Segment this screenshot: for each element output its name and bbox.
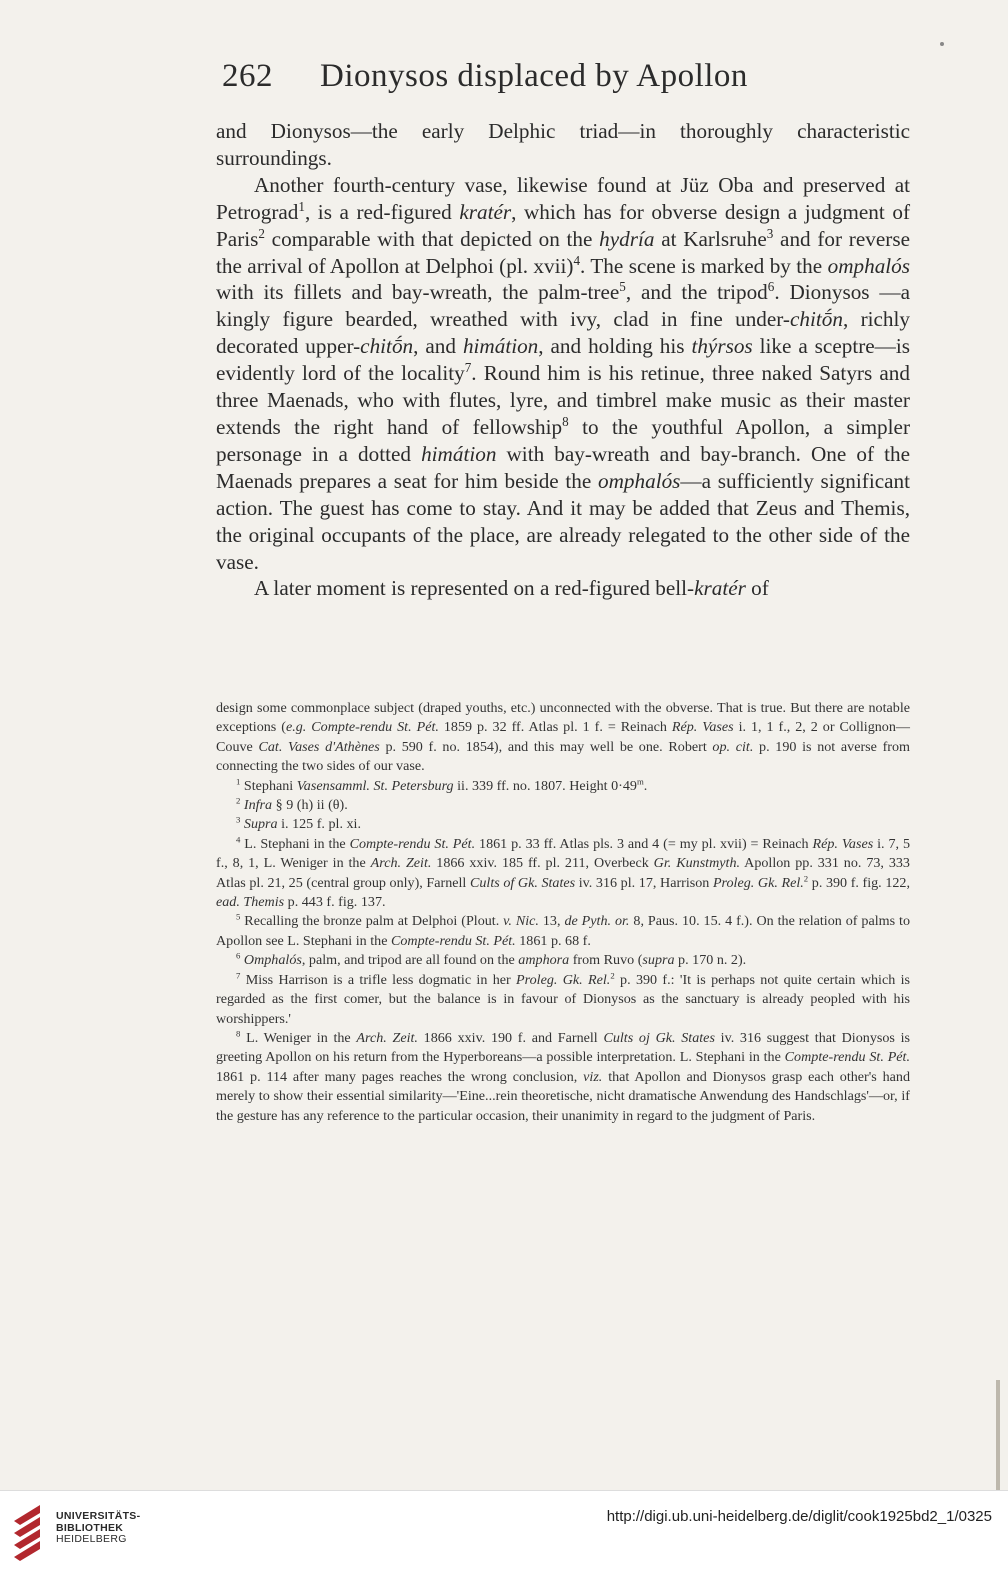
text-run: supra [642,952,675,969]
text-run: op. cit. [712,738,754,755]
text-run: , richly decorated upper- [216,307,911,359]
text-run: Miss Harrison is a trifle less dogmatic in her [240,971,517,988]
text-run: p. 170 n. 2). [674,952,747,969]
text-run: of [745,576,769,601]
text-run: chitṓn [789,307,843,332]
footnote [216,951,910,970]
footnotes [216,699,910,1126]
text-run: e.g. [285,719,307,736]
text-run: Stephani [240,777,297,794]
text-run: —a sufficiently significant action. The guest has come to stay. And it may be added that Zeus and Themis, the original occupants of the place, are already relegated to the other side of the vase. [216,468,910,574]
text-run: L. Weniger in the [240,1029,357,1046]
text-run: p. 190 is not averse from connecting the two sides of our vase. [216,738,910,775]
text-run: with its fillets and bay-wreath, the palm-tree [216,280,620,305]
footnote [216,835,910,913]
footnote [216,796,910,815]
text-run: 5 [236,911,241,922]
text-run: . [643,777,648,794]
text-run: Recalling the bronze palm at Delphoi (Plout. [240,913,504,930]
text-run: 6 [236,950,241,961]
body-text [216,118,910,602]
text-run: thýrsos [691,334,753,359]
text-run: Cults oj Gk. States [603,1029,715,1046]
text-run: 2 [258,225,265,241]
footnote [216,912,910,951]
text-run: 1861 p. 33 ff. Atlas pls. 3 and 4 (= my pl. xvii) = Reinach [475,835,813,852]
text-run: Gr. Kunstmyth. [653,855,741,872]
text-run: 8, Paus. 10. 15. 4 f.). On the relation of palms to Apollon see L. Stephani in the [216,913,910,949]
text-run: A later moment is represented on a red-figured bell- [254,576,695,601]
text-run: v. Nic. [503,913,539,930]
text-run: Vasensamml. St. Petersburg [296,777,454,794]
text-run: Compte-rendu St. Pét. [784,1049,910,1066]
text-run: 6 [767,279,775,295]
text-run: Compte-rendu St. Pét. [349,835,476,852]
scan-speck [940,42,944,46]
text-run: , and holding his [538,334,692,359]
source-url[interactable]: http://digi.ub.uni-heidelberg.de/diglit/cook1925bd2_1/0325 [606,1508,992,1525]
text-run: comparable with that depicted on the [264,226,600,251]
page-header [222,58,822,106]
text-run: from Ruvo ( [569,952,643,969]
text-run: Apollon pp. 331 no. 73, 333 Atlas pl. 21, 25 (central group only), Farnell [216,855,910,891]
text-run: . Round him is his retinue, three naked Satyrs and three Maenads, who with flutes, lyre, and timbrel make music as their master extends the right hand of fellowship [216,361,910,439]
text-run: Arch. Zeit. [356,1029,418,1046]
text-run: 1 [236,775,241,786]
text-run: hydría [599,226,655,251]
text-run: with bay-wreath and bay-branch. One of the Maenads prepares a seat for him beside the [216,441,910,493]
text-run: himátion [421,441,497,466]
text-run: Rép. Vases [812,835,874,852]
text-run: Cults of Gk. States [469,874,576,891]
text-run: p. 590 f. no. 1854), and this may well be one. Robert [379,738,713,755]
text-run: to the youthful Apollon, a simpler personage in a dotted [216,414,910,466]
text-run: like a sceptre—is evidently lord of the locality [216,334,910,386]
text-run: 4 [236,834,241,845]
text-run: i. 125 f. pl. xi. [277,816,361,833]
text-run: 2 [803,872,809,883]
text-run: 7 [464,360,472,376]
footnote-continuation [216,699,910,777]
paragraph [216,172,910,576]
text-run: m [636,775,644,786]
text-run: omphalós [827,253,911,278]
text-run: , and the tripod [625,280,768,305]
text-run: that Apollon and Dionysos grasp each other's hand merely to show their essential similarity—'Eine...rein theoretische, nicht dramatische Anwendung des Handschlags'—or, if the gesture has any reference to the particular occasion, their unanimity in regard to the judgment of Paris. [216,1068,911,1124]
text-run: design some commonplace subject (draped youths, etc.) unconnected with the obverse. That is true. But there are notable exceptions ( [216,700,910,736]
text-run: Supra [243,816,278,833]
library-logo-icon[interactable] [10,1503,48,1561]
paragraph [216,575,910,602]
text-run: Compte-rendu St. Pét. [390,932,516,949]
text-run: Compte-rendu St. Pét. [311,719,439,736]
text-run: p. 390 f. fig. 122, [808,874,910,891]
text-run: 3 [766,225,774,241]
footnote [216,815,910,834]
text-run: and for reverse the arrival of Apollon at Delphoi (pl. xvii) [216,226,910,278]
text-run: kratér [694,576,746,601]
text-run: 1859 p. 32 ff. Atlas pl. 1 f. = Reinach [438,719,672,736]
text-run: ead. Themis [216,894,285,911]
text-run: , which has for obverse design a judgment of Paris [216,199,910,251]
text-run: 1 [298,198,305,214]
page-edge [996,1380,1000,1490]
paragraph [216,118,910,172]
text-run: , palm, and tripod are all found on the [301,952,519,969]
text-run: 2 [610,970,615,980]
text-run: . Dionysos —a kingly figure bearded, wreathed with ivy, clad in fine under- [216,280,910,332]
text-run: Arch. Zeit. [370,855,432,872]
text-run: Proleg. Gk. Rel. [516,971,611,988]
text-run: Omphalós [243,952,302,969]
text-run: i. 1, 1 f., 2, 2 or Collignon—Couve [216,719,910,755]
text-run: kratér [459,199,512,224]
page-number: 262 [222,58,273,94]
library-name-line: BIBLIOTHEK [56,1521,124,1534]
viewer-footer [0,1490,1008,1576]
text-run: iv. 316 suggest that Dionysos is greeting Apollon on his return from the Hyperboreans—a possible interpretation. L. Stephani in the [216,1029,910,1066]
text-run: p. 443 f. fig. 137. [284,894,386,911]
footnote [216,971,910,1029]
text-run: 8 [236,1028,241,1039]
text-run: amphora [518,952,570,969]
text-run: 1866 xxiv. 190 f. and Farnell [417,1029,604,1046]
text-run: 5 [619,279,626,295]
text-run: chitṓn [360,334,414,359]
text-run: at Karlsruhe [654,226,767,251]
text-run: . The scene is marked by the [580,253,828,278]
text-run: Another fourth-century vase, likewise found at Jüz Oba and preserved at Petrograd [216,172,910,224]
text-run: 1866 xxiv. 185 ff. pl. 211, Overbeck [431,855,654,872]
text-run: 2 [236,795,241,806]
text-run: L. Stephani in the [240,835,350,852]
text-run: i. 7, 5 f., 8, 1, L. Weniger in the [216,835,910,872]
text-run: 1861 p. 114 after many pages reaches the wrong conclusion, [216,1068,584,1085]
text-run: Rép. Vases [671,719,734,736]
text-run: de Pyth. or. [564,913,630,930]
text-run: and Dionysos—the early Delphic triad—in thoroughly characteristic surroundings. [216,119,910,170]
library-city-line: HEIDELBERG [56,1533,127,1545]
library-name-line: UNIVERSITÄTS- [56,1510,141,1522]
footnote [216,1029,910,1126]
running-title: Dionysos displaced by Apollon [320,58,748,94]
text-run: 1861 p. 68 f. [515,932,591,949]
library-logo-text[interactable] [56,1511,140,1546]
text-run: 7 [236,970,241,980]
text-run: , is a red-figured [304,199,460,224]
text-run: Cat. Vases d'Athènes [258,738,380,755]
text-run: § 9 (h) ii (θ). [272,797,348,814]
text-run: omphalós [598,468,681,493]
text-run: ii. 339 ff. no. 1807. Height 0·49 [453,777,637,794]
text-run: 13, [538,913,565,930]
text-run: iv. 316 pl. 17, Harrison [575,874,713,891]
text-run: 4 [573,252,581,268]
text-run: himátion [462,334,539,359]
text-run: 8 [562,413,569,429]
text-run: Infra [243,797,273,814]
text-run: 3 [236,814,241,825]
text-run: viz. [583,1068,603,1085]
text-run: p. 390 f.: 'It is perhaps not quite certain which is regarded as the first comer, but the balance is in favour of Dionysos as the sanctuary is already peopled with his worshippers.' [216,971,910,1027]
footnote [216,777,910,796]
text-run: , and [413,334,463,359]
text-run: Proleg. Gk. Rel. [712,874,804,891]
